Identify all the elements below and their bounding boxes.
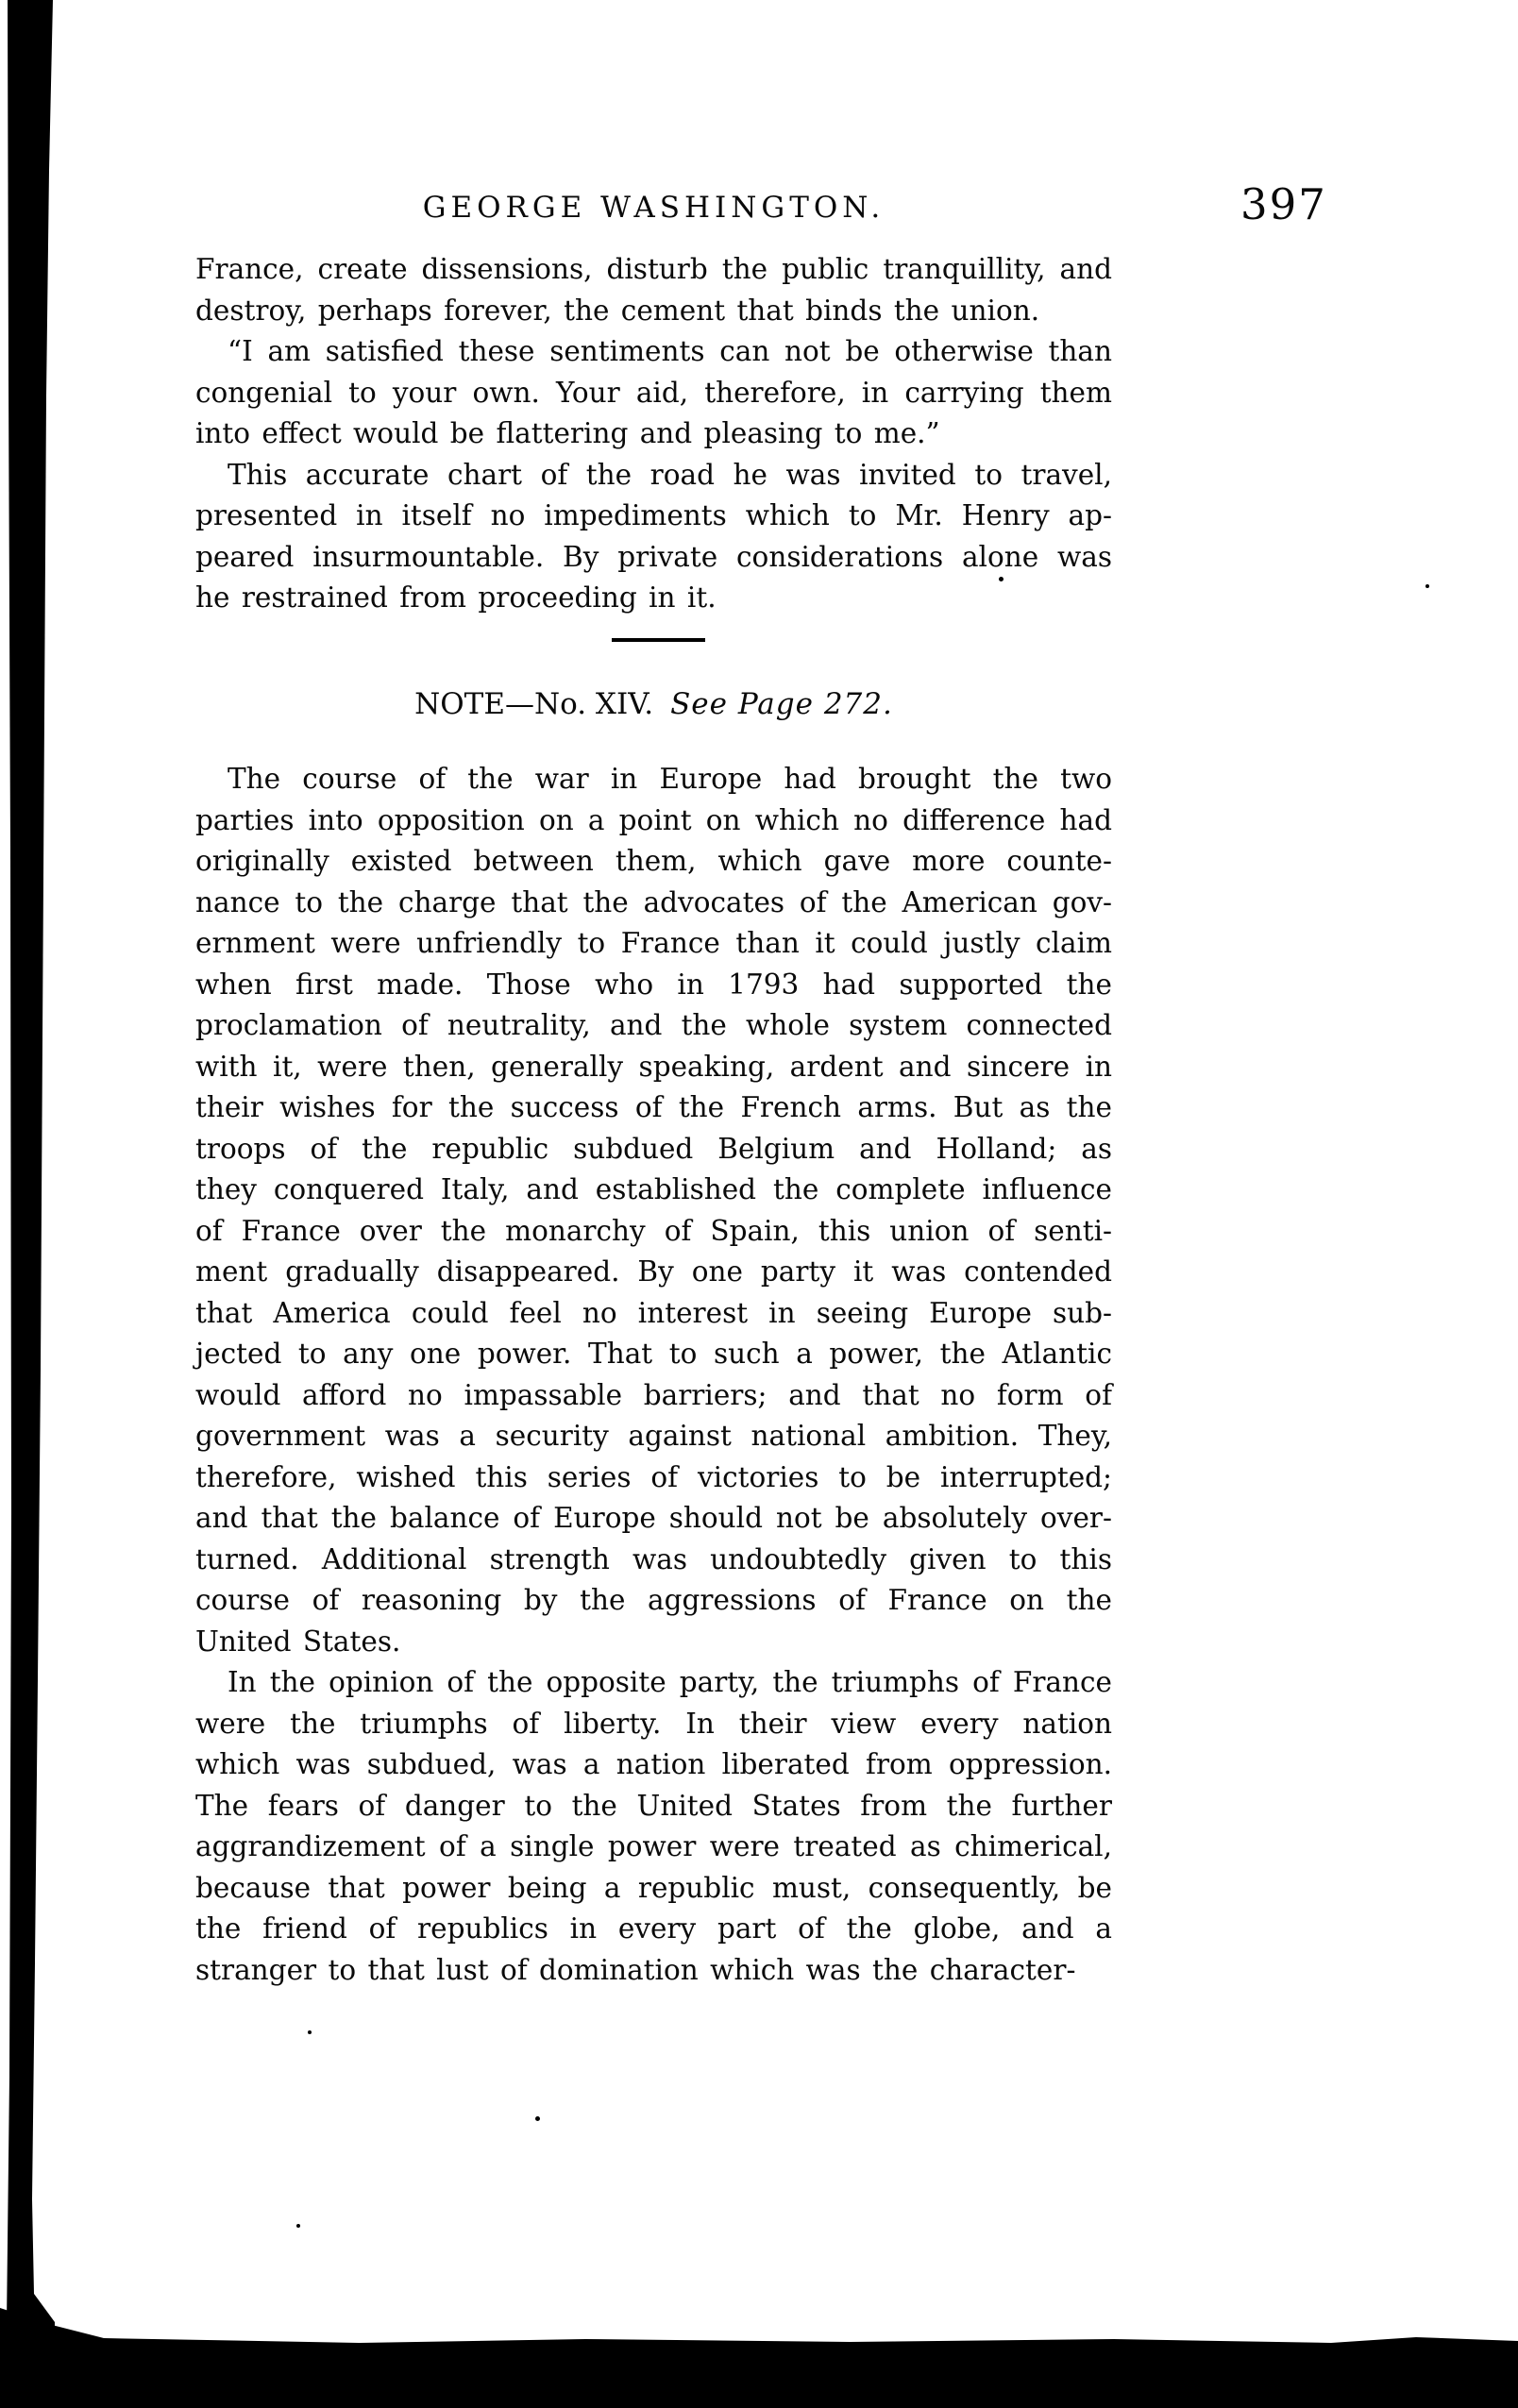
text-line: proclamation of neutrality, and the whole system connected xyxy=(195,1009,1112,1041)
text-line: United States. xyxy=(195,1625,401,1658)
text-block-note xyxy=(195,759,1112,1991)
paragraph xyxy=(195,759,1112,1662)
page-number: 397 xyxy=(1240,179,1327,229)
text-line: would afford no impassable barriers; and that no form of xyxy=(195,1378,1112,1411)
text-line: In the opinion of the opposite party, the triumphs of France xyxy=(228,1666,1112,1698)
text-line: presented in itself no impediments which to Mr. Henry ap- xyxy=(195,499,1112,531)
note-heading-label: NOTE—No. XIV. xyxy=(414,687,654,721)
ink-speck xyxy=(308,2030,312,2034)
scan-gutter-shadow xyxy=(0,0,57,2408)
text-line: and that the balance of Europe should not be absolutely over- xyxy=(195,1502,1112,1534)
text-line: which was subdued, was a nation liberated from oppression. xyxy=(195,1748,1112,1780)
text-line: ernment were unfriendly to France than it could justly claim xyxy=(195,927,1112,959)
ink-speck xyxy=(1425,584,1429,588)
text-line: therefore, wished this series of victories to be interrupted; xyxy=(195,1460,1112,1493)
text-line: troops of the republic subdued Belgium and Holland; as xyxy=(195,1132,1112,1165)
text-line: when first made. Those who in 1793 had supported the xyxy=(195,968,1112,1001)
text-line: turned. Additional strength was undoubtedly given to this xyxy=(195,1542,1112,1575)
text-line: This accurate chart of the road he was invited to travel, xyxy=(228,458,1112,491)
note-heading-reference: See Page 272. xyxy=(670,687,893,721)
text-line: he restrained from proceeding in it. xyxy=(195,581,717,614)
text-line: government was a security against national ambition. They, xyxy=(195,1420,1112,1452)
text-line: were the triumphs of liberty. In their view every nation xyxy=(195,1707,1112,1740)
paragraph xyxy=(195,331,1112,455)
text-block-top xyxy=(195,249,1112,619)
paragraph xyxy=(195,1662,1112,1991)
text-line: with it, were then, generally speaking, ardent and sincere in xyxy=(195,1050,1112,1083)
text-line: they conquered Italy, and established the complete influence xyxy=(195,1173,1112,1205)
text-line: “I am satisfied these sentiments can not be otherwise than xyxy=(228,335,1112,367)
ink-speck xyxy=(999,577,1004,581)
text-line: their wishes for the success of the French arms. But as the xyxy=(195,1091,1112,1123)
text-line: stranger to that lust of domination which was the character- xyxy=(195,1953,1076,1986)
text-line: congenial to your own. Your aid, therefore, in carrying them xyxy=(195,376,1112,409)
text-line: The course of the war in Europe had brought the two xyxy=(228,763,1112,795)
text-line: France, create dissensions, disturb the public tranquillity, and xyxy=(195,253,1112,285)
text-line: originally existed between them, which gave more counte- xyxy=(195,845,1112,877)
note-heading xyxy=(195,687,1112,721)
text-line: of France over the monarchy of Spain, this union of senti- xyxy=(195,1214,1112,1247)
scan-bottom-shadow xyxy=(0,2308,1518,2408)
text-line: destroy, perhaps forever, the cement that binds the union. xyxy=(195,294,1040,327)
ink-speck xyxy=(535,2116,540,2121)
ink-speck xyxy=(296,2224,300,2228)
text-line: peared insurmountable. By private considerations alone was xyxy=(195,540,1112,573)
text-line: ment gradually disappeared. By one party it was contended xyxy=(195,1255,1112,1288)
text-line: that America could feel no interest in seeing Europe sub- xyxy=(195,1296,1112,1329)
paragraph xyxy=(195,455,1112,619)
text-line: the friend of republics in every part of the globe, and a xyxy=(195,1912,1112,1945)
text-line: nance to the charge that the advocates of the American gov- xyxy=(195,885,1112,918)
running-header: GEORGE WASHINGTON. xyxy=(422,191,886,225)
text-line: jected to any one power. That to such a power, the Atlantic xyxy=(195,1338,1112,1370)
text-line: course of reasoning by the aggressions of France on the xyxy=(195,1584,1112,1616)
text-line: parties into opposition on a point on which no difference had xyxy=(195,803,1112,836)
text-line: The fears of danger to the United States from the further xyxy=(195,1789,1112,1822)
text-line: into effect would be flattering and pleasing to me.” xyxy=(195,417,940,449)
section-divider-rule xyxy=(612,638,705,642)
paragraph xyxy=(195,249,1112,331)
text-line: because that power being a republic must, consequently, be xyxy=(195,1871,1112,1904)
text-line: aggrandizement of a single power were treated as chimerical, xyxy=(195,1830,1112,1862)
